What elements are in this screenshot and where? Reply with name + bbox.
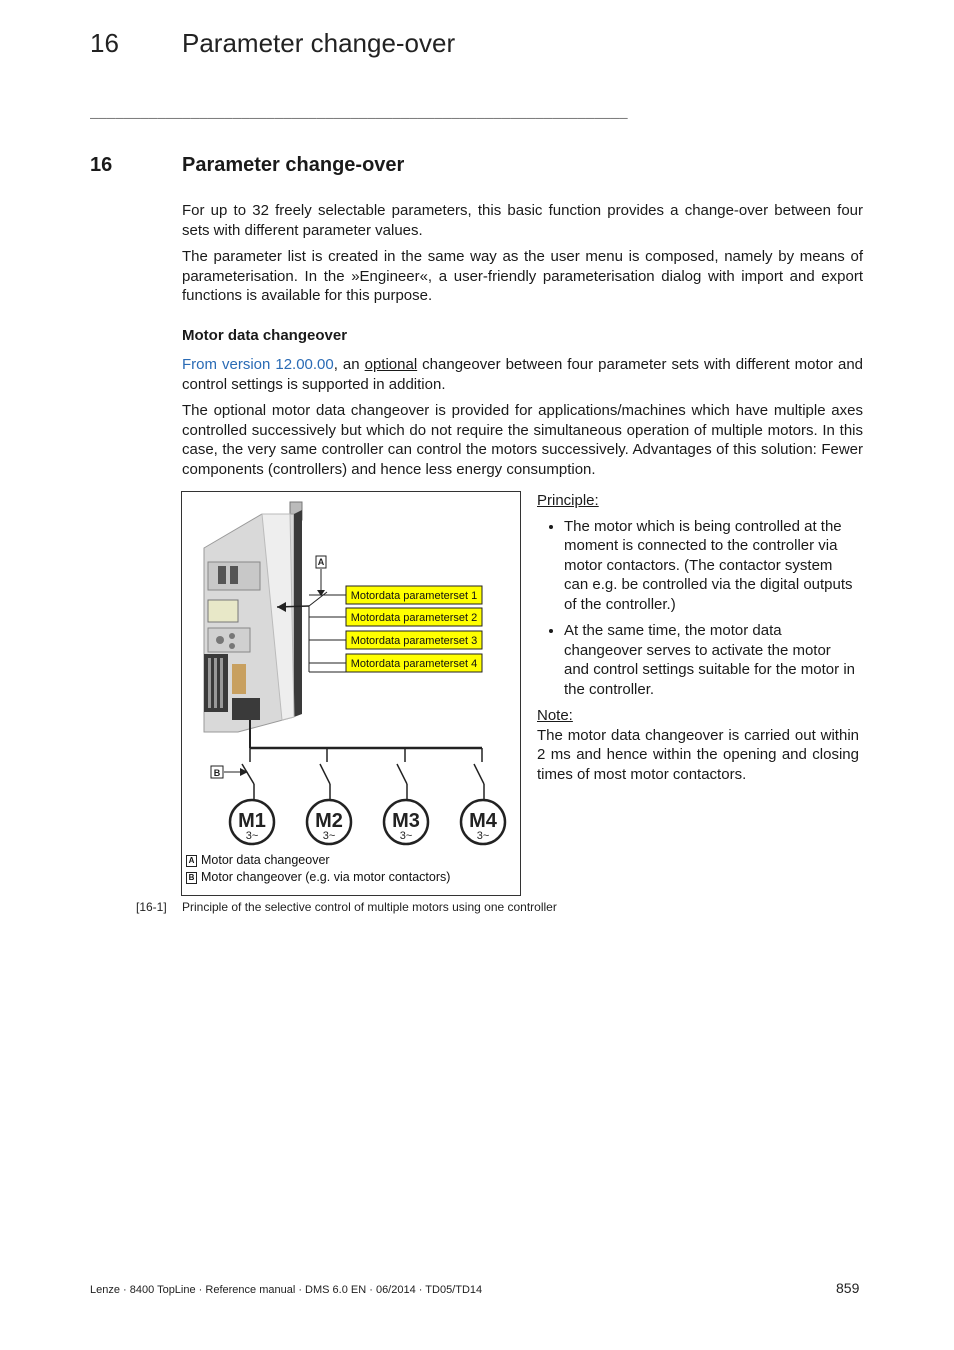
controller-device-image: [204, 502, 302, 732]
figure-caption-number: [16-1]: [136, 900, 167, 914]
section-title: Parameter change-over: [182, 154, 405, 176]
figure-caption-text: Principle of the selective control of multiple motors using one controller: [182, 900, 557, 914]
contactor-1: [242, 764, 254, 800]
legend-b-key: B: [186, 872, 197, 884]
version-text-b: changeover between four parameter sets with different motor and control settings is supported in addition.: [182, 356, 864, 393]
motor-m2: [307, 800, 351, 844]
motor-m3-name: M3: [392, 810, 420, 832]
parameterset-box-3: [346, 631, 482, 649]
header-separator: ________________________________________________________________: [90, 106, 628, 122]
principle-diagram: [182, 492, 522, 897]
version-link[interactable]: From version 12.00.00: [182, 356, 334, 373]
motor-m4-name: M4: [469, 810, 497, 832]
legend-b: [186, 870, 450, 884]
figure-frame: [181, 491, 521, 896]
principle-heading: Principle:: [537, 492, 599, 509]
motor-data-paragraph: The optional motor data changeover is provided for applications/machines which have multiple axes controlled successively but which do not require the simultaneous operation of multiple motors. In this case, the very same controller can control the motors successively. Advantages of this solution: Fewer components (controllers) and hence less energy consumption.: [182, 402, 863, 478]
legend-a-key: A: [186, 855, 197, 867]
legend-b-text: Motor changeover (e.g. via motor contactors): [201, 870, 451, 884]
motor-m1: [230, 800, 274, 844]
page-number: 859: [836, 1280, 860, 1296]
principle-bullet-1: • The motor which is being controlled at the moment is connected to the controller via motor contactors. (The contactor system can e.g. be controlled via the digital outputs of the controller.): [564, 517, 859, 615]
optional-link[interactable]: optional: [364, 356, 418, 373]
header-chapter-title: Parameter change-over: [182, 28, 456, 58]
parameterset-box-1: [346, 586, 482, 604]
parameter-list-paragraph: The parameter list is created in the same way as the user menu is composed, namely by means of parameterisation. In the »Engineer«, a user-friendly parameterisation dialog with import and export functions is available for this purpose.: [182, 248, 863, 304]
principle-list: [537, 517, 859, 700]
contactor-2: [320, 764, 330, 800]
motor-bus: [250, 720, 482, 762]
principle-bullet-2: • At the same time, the motor data changeover serves to activate the motor and control settings suitable for the motor in the controller.: [564, 621, 859, 699]
footer-text: Lenze · 8400 TopLine · Reference manual · DMS 6.0 EN · 06/2014 · TD05/TD14: [90, 1284, 483, 1296]
motor-m1-name: M1: [238, 810, 266, 832]
contactor-3: [397, 764, 407, 800]
section-number: 16: [90, 154, 113, 176]
legend-a-text: Motor data changeover: [201, 853, 330, 867]
version-text-a: , an: [333, 356, 365, 373]
motor-m3: [384, 800, 428, 844]
motor-m4-phase: 3~: [476, 830, 490, 842]
parameterset-box-4: [346, 654, 482, 672]
parameterset-label-4: Motordata parameterset 4: [350, 658, 478, 670]
motor-m1-phase: 3~: [245, 830, 259, 842]
marker-b: [211, 766, 248, 778]
header-chapter-number: 16: [90, 28, 119, 58]
motor-m4: [461, 800, 505, 844]
subsection-title: Motor data changeover: [182, 327, 348, 344]
parameterset-label-1: Motordata parameterset 1: [350, 590, 478, 602]
parameterset-box-2: [346, 608, 482, 626]
principle-block: [537, 491, 859, 784]
note-text: The motor data changeover is carried out within 2 ms and hence within the opening and closing times of most motor contactors.: [537, 726, 859, 783]
version-paragraph: [182, 355, 863, 394]
legend-a: [186, 853, 330, 867]
contactor-4: [474, 764, 484, 800]
note-heading: Note:: [537, 707, 573, 724]
parameterset-label-3: Motordata parameterset 3: [350, 635, 478, 647]
parameterset-label-2: Motordata parameterset 2: [350, 612, 478, 624]
intro-paragraph: For up to 32 freely selectable parameters, this basic function provides a change-over between four sets with different parameter values.: [182, 202, 863, 239]
motor-m2-name: M2: [315, 810, 343, 832]
motor-m3-phase: 3~: [399, 830, 413, 842]
marker-a-label: A: [317, 557, 325, 567]
marker-b-label: B: [213, 768, 221, 778]
motor-m2-phase: 3~: [322, 830, 336, 842]
